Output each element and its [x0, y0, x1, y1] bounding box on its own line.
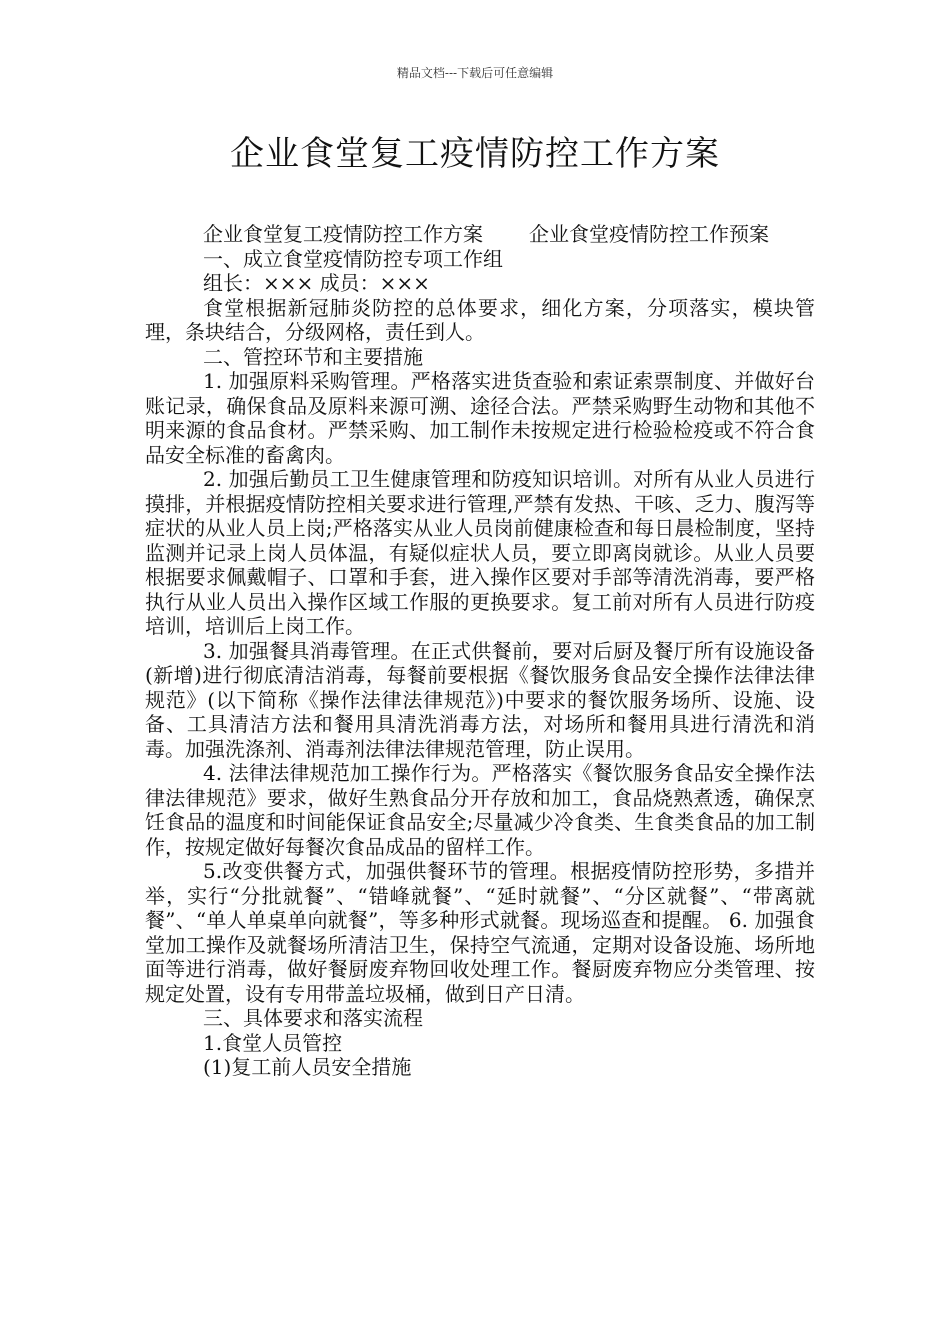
document-title: 企业食堂复工疫情防控工作方案: [230, 134, 720, 174]
paragraph: 食堂根据新冠肺炎防控的总体要求，细化方案，分项落实，模块管理，条块结合，分级网格，责任到人。: [145, 295, 815, 344]
header-note: 精品文档---下载后可任意编辑: [396, 66, 554, 80]
paragraph: 3. 加强餐具消毒管理。在正式供餐前，要对后厨及餐厅所有设施设备(新增)进行彻底清洁消毒，每餐前要根据《餐饮服务食品安全操作法律法律规范》(以下简称《操作法律法律规范》)中要求的餐饮服务场所、设施、设备、工具清洁方法和餐用具清洗消毒方法，对场所和餐用具进行清洗和消毒。加强洗涤剂、消毒剂法律法律规范管理，防止误用。: [145, 638, 815, 761]
paragraph: 二、管控环节和主要措施: [203, 344, 423, 369]
paragraph: 1. 加强原料采购管理。严格落实进货查验和索证索票制度、并做好台账记录，确保食品及原料来源可溯、途径合法。严禁采购野生动物和其他不明来源的食品食材。严禁采购、加工制作未按规定进行检验检疫或不符合食品安全标准的畜禽肉。: [145, 369, 815, 467]
document-body: [145, 222, 815, 1080]
paragraph: 一、成立食堂疫情防控专项工作组: [203, 246, 503, 271]
paragraph: (1)复工前人员安全措施: [203, 1055, 412, 1079]
intro-title-b: 企业食堂疫情防控工作预案: [529, 222, 769, 246]
intro-line: [145, 222, 815, 247]
intro-title-a: 企业食堂复工疫情防控工作方案: [203, 222, 483, 246]
paragraph: 组长：××× 成员：×××: [203, 271, 430, 295]
paragraph: 1.食堂人员管控: [203, 1030, 343, 1055]
paragraph: 4. 法律法律规范加工操作行为。严格落实《餐饮服务食品安全操作法律法律规范》要求，做好生熟食品分开存放和加工，食品烧熟煮透，确保烹饪食品的温度和时间能保证食品安全;尽量减少冷食类、生食类食品的加工制作，按规定做好每餐次食品成品的留样工作。: [145, 761, 815, 859]
paragraph: 5.改变供餐方式，加强供餐环节的管理。根据疫情防控形势，多措并举，实行“分批就餐”、“错峰就餐”、“延时就餐”、“分区就餐”、“带离就餐”、“单人单桌单向就餐”，等多种形式就餐。现场巡查和提醒。 6. 加强食堂加工操作及就餐场所清洁卫生，保持空气流通，定期对设备设施、场所地面等进行消毒，做好餐厨废弃物回收处理工作。餐厨废弃物应分类管理、按规定处置，设有专用带盖垃圾桶，做到日产日清。: [145, 859, 815, 1006]
paragraph: 三、具体要求和落实流程: [203, 1006, 423, 1030]
paragraph: 2. 加强后勤员工卫生健康管理和防疫知识培训。对所有从业人员进行摸排，并根据疫情防控相关要求进行管理,严禁有发热、干咳、乏力、腹泻等症状的从业人员上岗;严格落实从业人员岗前健康检查和每日晨检制度，坚持监测并记录上岗人员体温，有疑似症状人员，要立即离岗就诊。从业人员要根据要求佩戴帽子、口罩和手套，进入操作区要对手部等清洗消毒，要严格执行从业人员出入操作区域工作服的更换要求。复工前对所有人员进行防疫培训，培训后上岗工作。: [145, 467, 815, 638]
